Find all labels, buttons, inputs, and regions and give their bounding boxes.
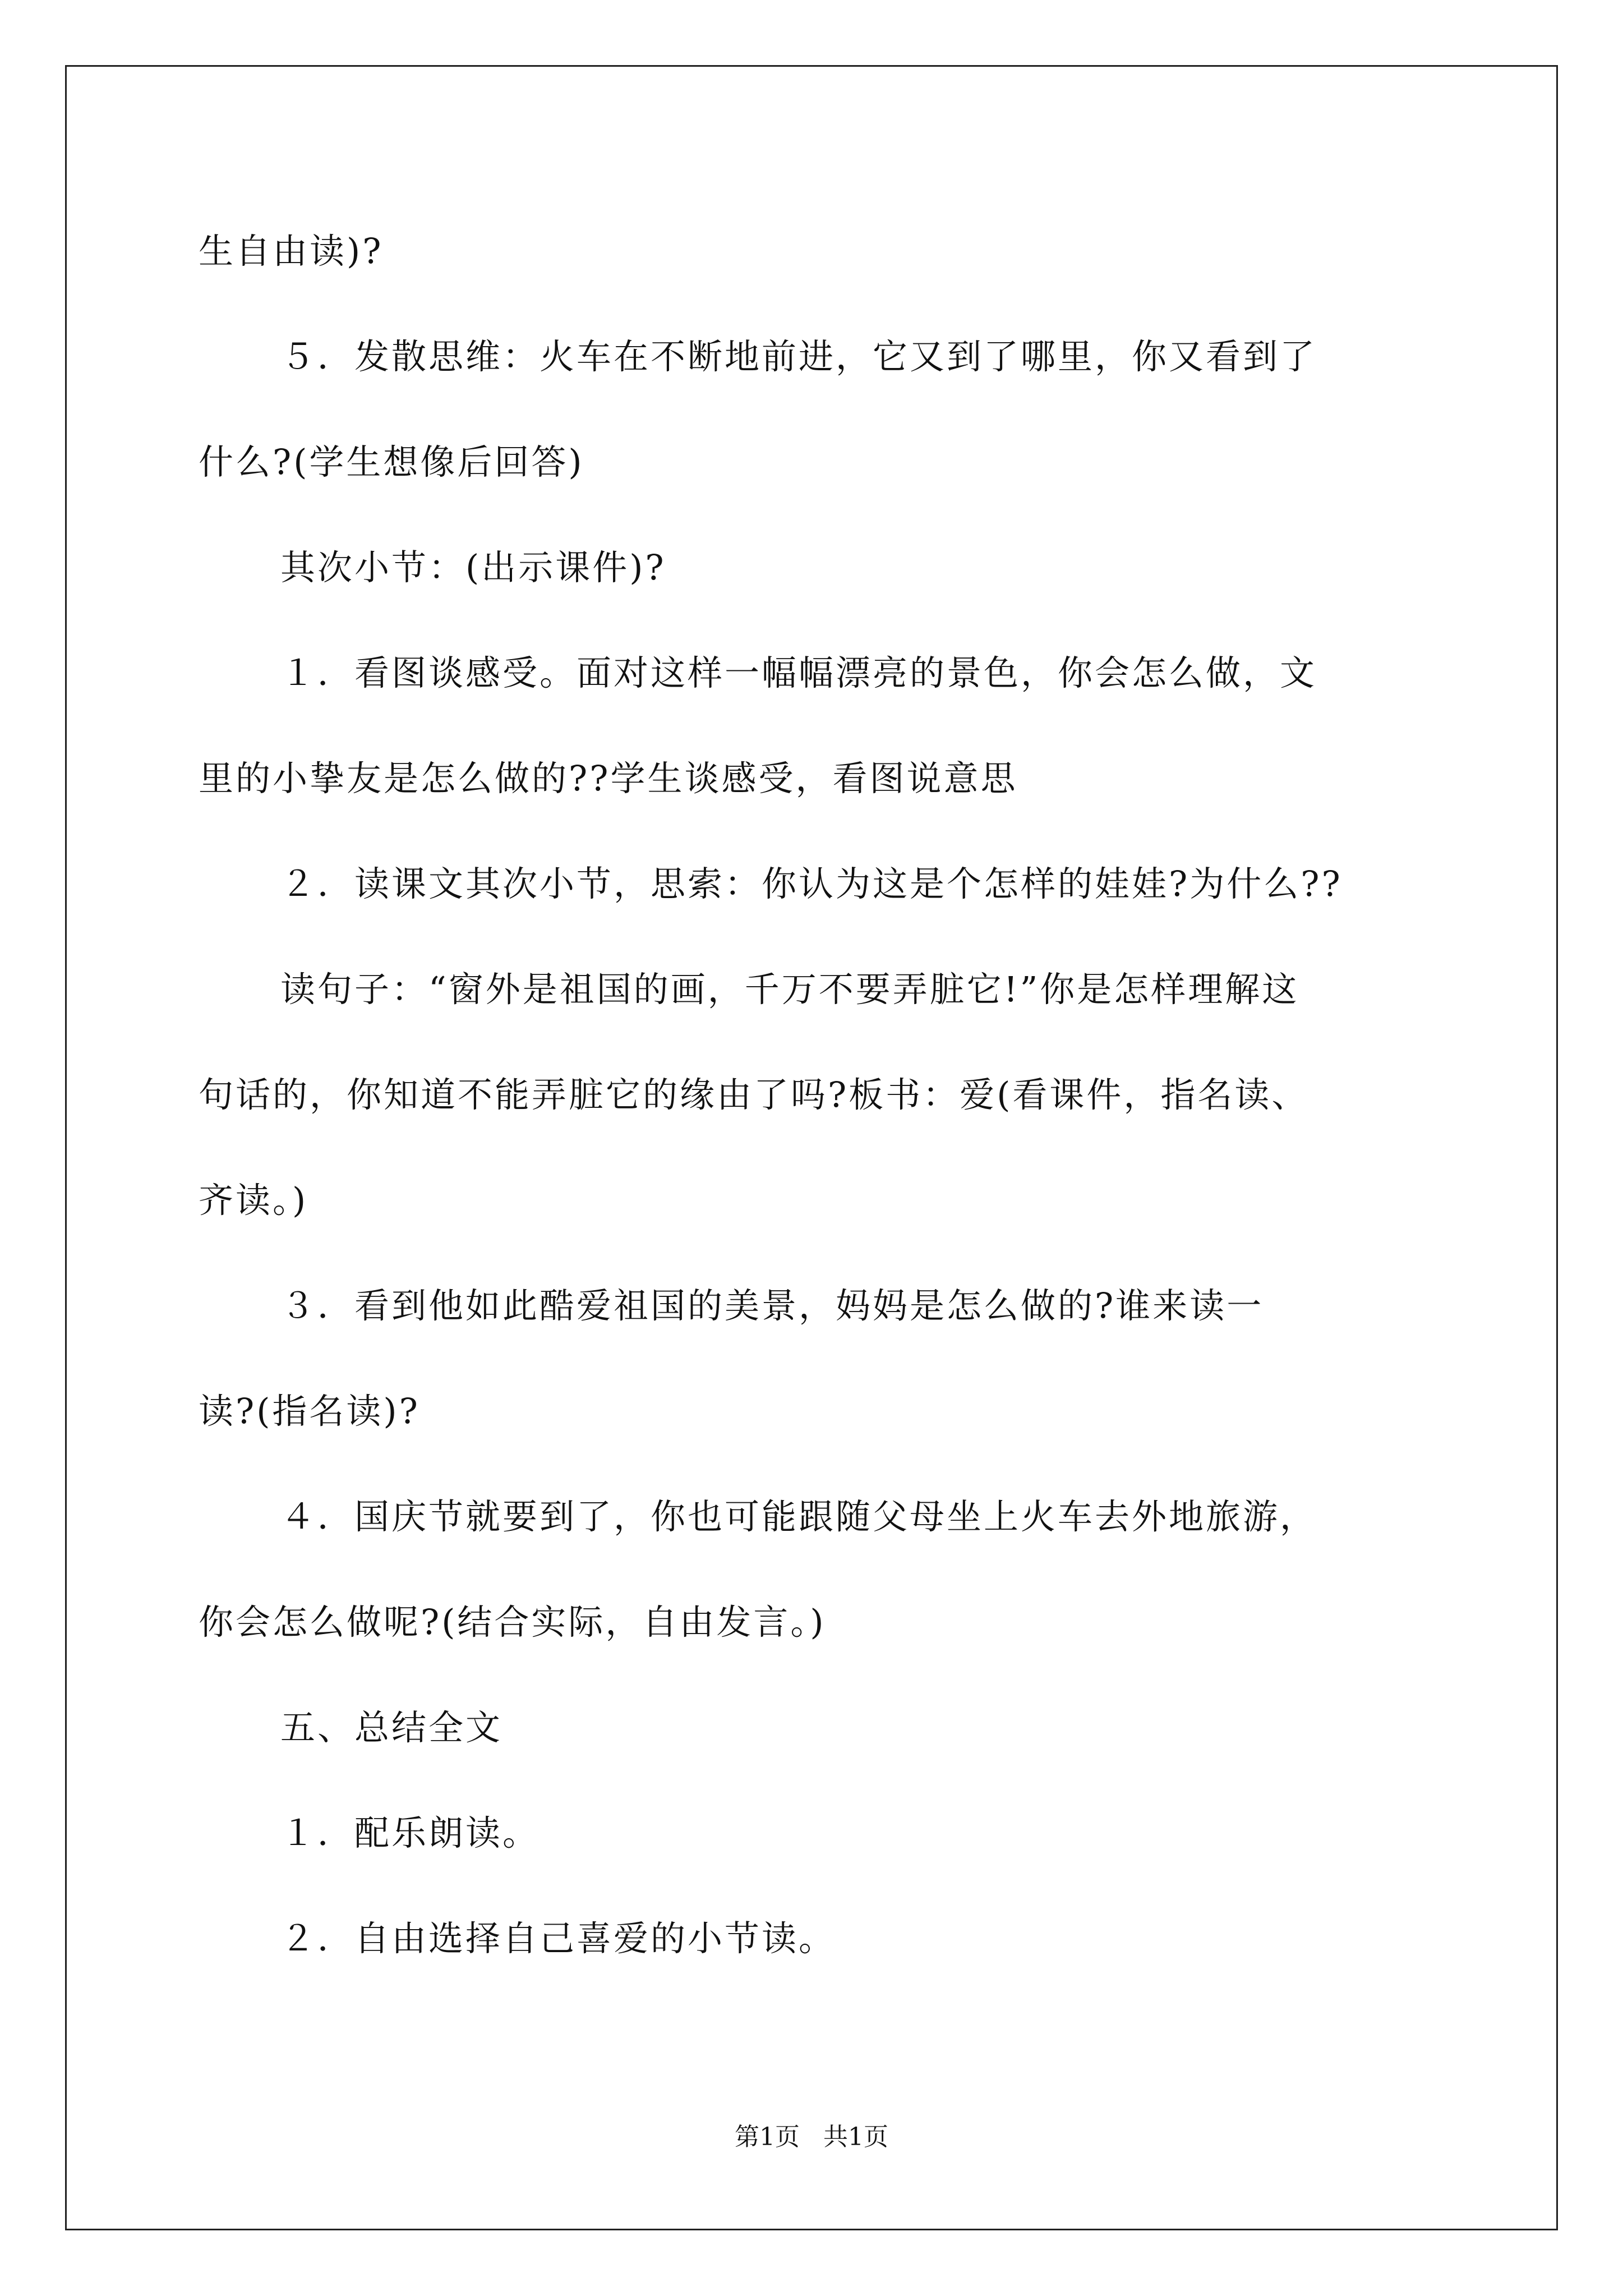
page-footer: 第1页 共1页: [735, 2123, 888, 2151]
text-line-13: ４．国庆节就要到了，你也可能跟随父母坐上火车去外地旅游，: [280, 1496, 1317, 1537]
text-line-10: 齐读。): [199, 1180, 308, 1221]
page-border: [65, 65, 1558, 2230]
text-line-4: 其次小节：(出示课件)?: [280, 547, 666, 588]
text-line-6: 里的小挚友是怎么做的??学生谈感受，看图说意思: [199, 758, 1018, 799]
text-line-2: ５．发散思维：火车在不断地前进，它又到了哪里，你又看到了: [280, 336, 1317, 377]
text-line-8: 读句子：“窗外是祖国的画，千万不要弄脏它!”你是怎样理解这: [280, 969, 1299, 1010]
text-line-7: ２．读课文其次小节，思索：你认为这是个怎样的娃娃?为什么??: [280, 863, 1343, 904]
text-line-9: 句话的，你知道不能弄脏它的缘由了吗?板书：爱(看课件，指名读、: [199, 1074, 1309, 1115]
text-line-15: 五、总结全文: [280, 1707, 503, 1748]
text-line-5: １．看图谈感受。面对这样一幅幅漂亮的景色，你会怎么做，文: [280, 652, 1317, 693]
text-line-11: ３．看到他如此酷爱祖国的美景，妈妈是怎么做的?谁来读一: [280, 1285, 1264, 1326]
text-line-3: 什么?(学生想像后回答): [199, 441, 584, 482]
text-line-14: 你会怎么做呢?(结合实际，自由发言。): [199, 1602, 826, 1642]
text-line-17: ２．自由选择自己喜爱的小节读。: [280, 1918, 836, 1959]
text-line-1: 生自由读)?: [199, 231, 384, 272]
text-line-16: １．配乐朗读。: [280, 1812, 540, 1853]
text-line-12: 读?(指名读)?: [199, 1391, 420, 1432]
